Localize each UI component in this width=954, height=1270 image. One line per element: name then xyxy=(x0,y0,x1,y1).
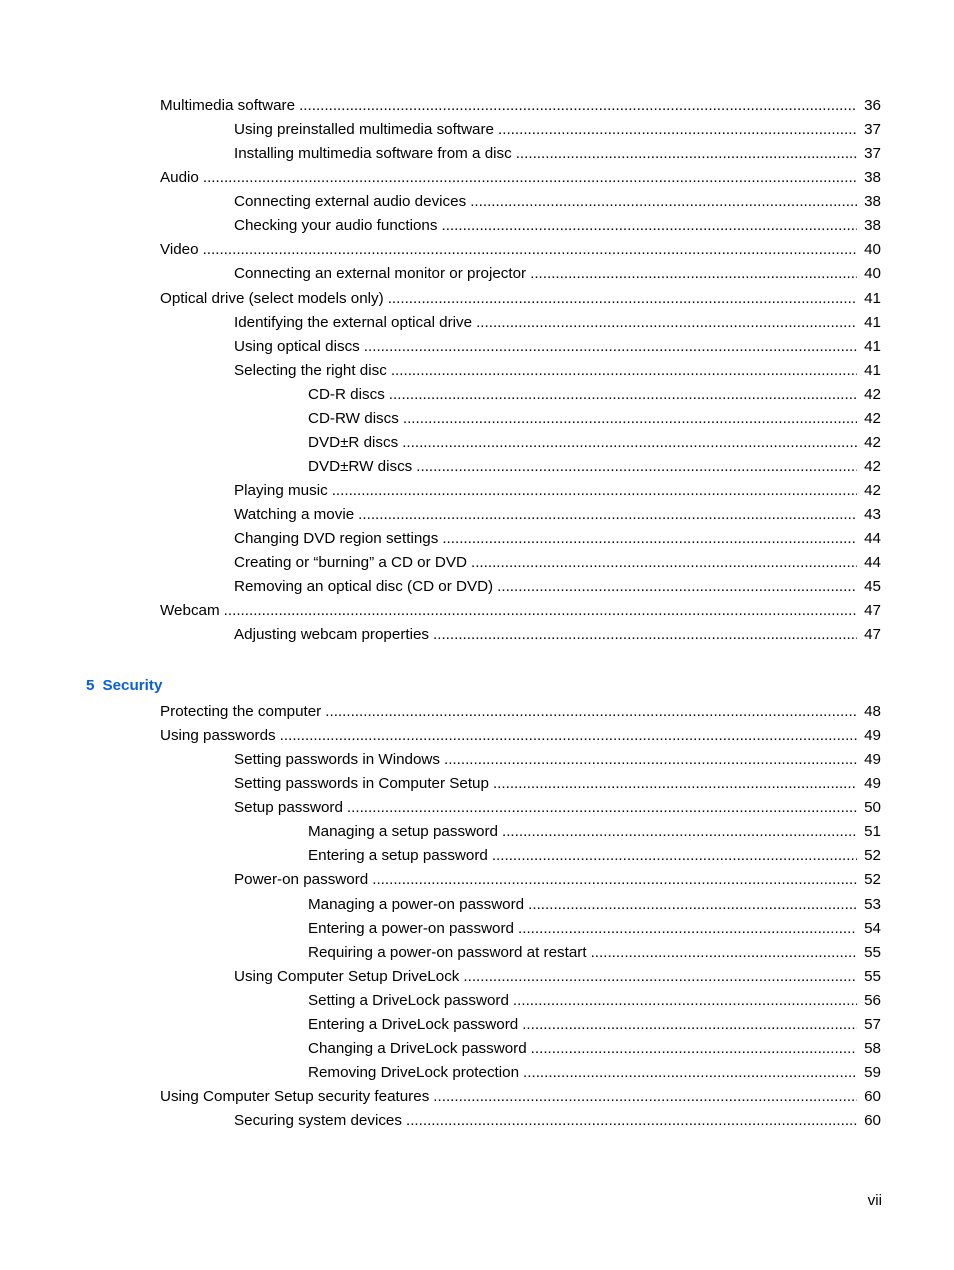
chapter-heading-security[interactable] xyxy=(86,677,162,694)
toc-entry-page: 38 xyxy=(864,193,881,211)
toc-entry-title: Watching a movie xyxy=(234,506,355,524)
dot-leader xyxy=(388,287,857,311)
toc-entry[interactable] xyxy=(0,359,954,383)
toc-entry-title: Changing DVD region settings xyxy=(234,530,439,548)
toc-entry-title: Installing multimedia software from a disc xyxy=(234,145,512,163)
toc-entry-page: 49 xyxy=(864,727,881,745)
toc-entry-title: Removing an optical disc (CD or DVD) xyxy=(234,578,494,596)
toc-entry[interactable] xyxy=(0,335,954,359)
dot-leader xyxy=(406,1109,857,1133)
toc-entry[interactable] xyxy=(0,118,954,142)
dot-leader xyxy=(203,238,857,262)
toc-entry-title: Using optical discs xyxy=(234,337,360,355)
toc-entry-title: Identifying the external optical drive xyxy=(234,313,473,331)
dot-leader xyxy=(389,383,857,407)
toc-entry-title: Managing a setup password xyxy=(308,823,498,841)
dot-leader xyxy=(372,868,857,892)
toc-entry[interactable] xyxy=(0,262,954,286)
toc-entry-title: Multimedia software xyxy=(160,97,296,115)
toc-entry[interactable] xyxy=(0,1037,954,1061)
toc-entry[interactable] xyxy=(0,796,954,820)
toc-entry-title: Video xyxy=(160,241,199,259)
dot-leader xyxy=(513,989,857,1013)
chapter-number: 5 xyxy=(86,677,95,694)
dot-leader xyxy=(502,820,857,844)
toc-entry-page: 36 xyxy=(864,97,881,115)
toc-entry[interactable] xyxy=(0,1061,954,1085)
toc-entry-title: DVD±RW discs xyxy=(308,457,413,475)
dot-leader xyxy=(433,1085,857,1109)
toc-entry-title: Setup password xyxy=(234,799,343,817)
toc-entry-title: Requiring a power-on password at restart xyxy=(308,943,587,961)
dot-leader xyxy=(391,359,857,383)
toc-entry-title: Using preinstalled multimedia software xyxy=(234,121,494,139)
toc-entry-title: Securing system devices xyxy=(234,1112,402,1130)
toc-entry[interactable] xyxy=(0,238,954,262)
toc-entry[interactable] xyxy=(0,142,954,166)
toc-entry[interactable] xyxy=(0,941,954,965)
toc-entry-page: 59 xyxy=(864,1063,881,1081)
toc-entry-page: 51 xyxy=(864,823,881,841)
dot-leader xyxy=(518,917,857,941)
toc-entry-title: Connecting external audio devices xyxy=(234,193,467,211)
toc-list-multimedia xyxy=(0,94,954,647)
toc-entry[interactable] xyxy=(0,383,954,407)
toc-entry-page: 40 xyxy=(864,241,881,259)
toc-entry[interactable] xyxy=(0,166,954,190)
chapter-title: Security xyxy=(102,677,163,694)
toc-entry-page: 47 xyxy=(864,626,881,644)
toc-entry-title: Entering a power-on password xyxy=(308,919,514,937)
toc-entry-page: 56 xyxy=(864,991,881,1009)
toc-entry[interactable] xyxy=(0,623,954,647)
toc-entry-title: Selecting the right disc xyxy=(234,361,387,379)
toc-entry-page: 49 xyxy=(864,775,881,793)
toc-entry[interactable] xyxy=(0,551,954,575)
toc-entry-page: 44 xyxy=(864,554,881,572)
toc-entry-page: 41 xyxy=(864,313,881,331)
toc-entry-page: 49 xyxy=(864,751,881,769)
dot-leader xyxy=(523,1061,857,1085)
dot-leader xyxy=(402,431,857,455)
dot-leader xyxy=(493,772,857,796)
toc-entry[interactable] xyxy=(0,700,954,724)
toc-entry-page: 43 xyxy=(864,506,881,524)
toc-entry[interactable] xyxy=(0,844,954,868)
toc-entry[interactable] xyxy=(0,1013,954,1037)
dot-leader xyxy=(433,623,857,647)
toc-entry-page: 37 xyxy=(864,145,881,163)
dot-leader xyxy=(299,94,857,118)
toc-entry-title: Optical drive (select models only) xyxy=(160,289,384,307)
toc-entry[interactable] xyxy=(0,455,954,479)
dot-leader xyxy=(516,142,857,166)
toc-entry-page: 54 xyxy=(864,919,881,937)
dot-leader xyxy=(528,893,857,917)
dot-leader xyxy=(497,575,857,599)
toc-entry-page: 52 xyxy=(864,847,881,865)
dot-leader xyxy=(364,335,857,359)
toc-entry-page: 57 xyxy=(864,1015,881,1033)
toc-entry[interactable] xyxy=(0,599,954,623)
toc-entry-page: 55 xyxy=(864,967,881,985)
dot-leader xyxy=(522,1013,857,1037)
dot-leader xyxy=(463,965,857,989)
toc-entry-page: 53 xyxy=(864,895,881,913)
dot-leader xyxy=(470,190,857,214)
toc-entry[interactable] xyxy=(0,748,954,772)
toc-entry[interactable] xyxy=(0,575,954,599)
toc-entry[interactable] xyxy=(0,1109,954,1133)
toc-entry-title: Managing a power-on password xyxy=(308,895,525,913)
dot-leader xyxy=(325,700,857,724)
toc-entry-page: 44 xyxy=(864,530,881,548)
toc-entry[interactable] xyxy=(0,989,954,1013)
toc-entry-title: Setting a DriveLock password xyxy=(308,991,509,1009)
toc-entry-title: Protecting the computer xyxy=(160,703,322,721)
toc-entry-page: 50 xyxy=(864,799,881,817)
toc-entry-title: Using passwords xyxy=(160,727,276,745)
toc-entry[interactable] xyxy=(0,479,954,503)
toc-entry-title: Power-on password xyxy=(234,871,369,889)
toc-entry-page: 58 xyxy=(864,1039,881,1057)
toc-entry-title: Using Computer Setup security features xyxy=(160,1088,430,1106)
dot-leader xyxy=(530,262,857,286)
toc-entry-page: 40 xyxy=(864,265,881,283)
toc-entry[interactable] xyxy=(0,820,954,844)
toc-entry-title: Adjusting webcam properties xyxy=(234,626,430,644)
toc-entry-page: 48 xyxy=(864,703,881,721)
dot-leader xyxy=(492,844,857,868)
toc-entry-title: Using Computer Setup DriveLock xyxy=(234,967,460,985)
toc-entry[interactable] xyxy=(0,893,954,917)
dot-leader xyxy=(347,796,857,820)
toc-entry-title: Changing a DriveLock password xyxy=(308,1039,527,1057)
toc-entry[interactable] xyxy=(0,190,954,214)
dot-leader xyxy=(358,503,857,527)
toc-entry[interactable] xyxy=(0,214,954,238)
dot-leader xyxy=(531,1037,857,1061)
dot-leader xyxy=(441,214,857,238)
dot-leader xyxy=(203,166,857,190)
toc-entry[interactable] xyxy=(0,407,954,431)
toc-entry-title: Setting passwords in Computer Setup xyxy=(234,775,489,793)
toc-entry[interactable] xyxy=(0,868,954,892)
toc-entry[interactable] xyxy=(0,527,954,551)
toc-entry[interactable] xyxy=(0,287,954,311)
toc-entry-title: Audio xyxy=(160,169,199,187)
dot-leader xyxy=(471,551,857,575)
dot-leader xyxy=(280,724,857,748)
toc-entry-page: 60 xyxy=(864,1112,881,1130)
toc-entry[interactable] xyxy=(0,724,954,748)
page-number: vii xyxy=(867,1192,882,1209)
toc-entry-title: Checking your audio functions xyxy=(234,217,438,235)
toc-entry-page: 42 xyxy=(864,409,881,427)
toc-entry-page: 60 xyxy=(864,1088,881,1106)
dot-leader xyxy=(332,479,857,503)
toc-entry-title: Creating or “burning” a CD or DVD xyxy=(234,554,467,572)
toc-entry[interactable] xyxy=(0,311,954,335)
toc-entry-title: Entering a setup password xyxy=(308,847,488,865)
toc-entry-page: 47 xyxy=(864,602,881,620)
toc-entry[interactable] xyxy=(0,503,954,527)
toc-entry-title: Playing music xyxy=(234,482,328,500)
toc-entry[interactable] xyxy=(0,94,954,118)
toc-entry-title: DVD±R discs xyxy=(308,433,399,451)
dot-leader xyxy=(498,118,857,142)
toc-entry-page: 38 xyxy=(864,217,881,235)
dot-leader xyxy=(416,455,857,479)
toc-entry-page: 41 xyxy=(864,289,881,307)
toc-entry[interactable] xyxy=(0,1085,954,1109)
toc-entry-page: 38 xyxy=(864,169,881,187)
toc-entry-page: 41 xyxy=(864,337,881,355)
toc-entry-title: Connecting an external monitor or projector xyxy=(234,265,527,283)
toc-entry-page: 52 xyxy=(864,871,881,889)
toc-entry-page: 41 xyxy=(864,361,881,379)
toc-entry-title: CD-R discs xyxy=(308,385,385,403)
toc-entry-title: Removing DriveLock protection xyxy=(308,1063,520,1081)
toc-entry-page: 42 xyxy=(864,433,881,451)
dot-leader xyxy=(444,748,857,772)
dot-leader xyxy=(476,311,857,335)
dot-leader xyxy=(442,527,857,551)
dot-leader xyxy=(591,941,857,965)
toc-entry-page: 45 xyxy=(864,578,881,596)
toc-entry-page: 42 xyxy=(864,482,881,500)
toc-entry-title: Setting passwords in Windows xyxy=(234,751,440,769)
toc-entry-page: 42 xyxy=(864,457,881,475)
toc-entry-title: CD-RW discs xyxy=(308,409,399,427)
toc-entry[interactable] xyxy=(0,917,954,941)
toc-list-security xyxy=(0,700,954,1133)
toc-entry[interactable] xyxy=(0,772,954,796)
toc-entry[interactable] xyxy=(0,965,954,989)
toc-entry-title: Webcam xyxy=(160,602,220,620)
toc-entry-page: 37 xyxy=(864,121,881,139)
dot-leader xyxy=(403,407,857,431)
toc-entry-title: Entering a DriveLock password xyxy=(308,1015,519,1033)
toc-entry-page: 42 xyxy=(864,385,881,403)
toc-entry-page: 55 xyxy=(864,943,881,961)
dot-leader xyxy=(224,599,857,623)
toc-entry[interactable] xyxy=(0,431,954,455)
